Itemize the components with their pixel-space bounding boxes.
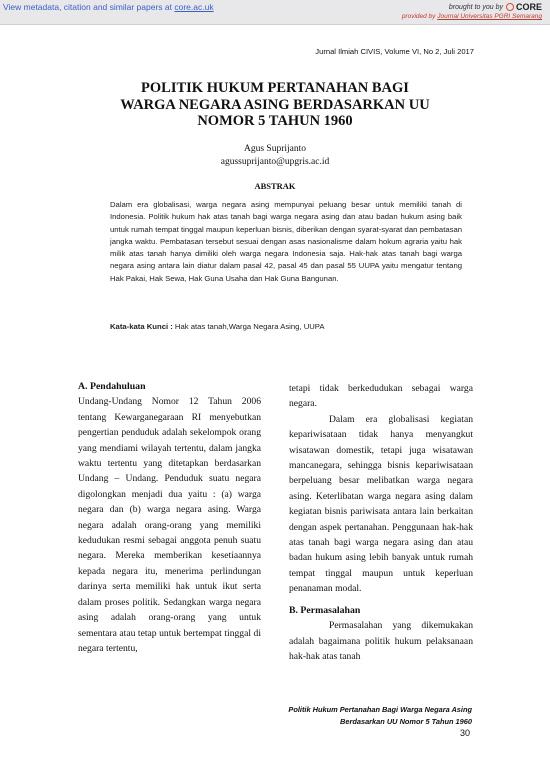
section-a-heading: A. Pendahuluan [78,381,146,392]
keywords-label: Kata-kata Kunci : [110,322,173,331]
core-logo-icon [506,3,514,11]
core-logo[interactable]: CORE [506,2,542,12]
section-a-paragraph-1: Undang-Undang Nomor 12 Tahun 2006 tentang Kewarganegaraan RI menyebutkan pengertian penduduk adalah sekelompok orang yang mendiami wilayah tertentu, dalam jangka waktu tertentu yang ditetapkan berdasarkan Undang – Undang. Penduduk suatu negara digolongkan menjadi dua yaitu : (a) warga negara dan (b) warga negara asing. Warga negara adalah orang-orang yang memiliki kedudukan resmi sebagai anggota penuh suatu negara. Mereka memberikan kesetiaannya kepada negara itu, menerima perlindungan darinya serta memiliki hak untuk ikut serta dalam proses politik. Sedangkan warga negara asing adalah orang-orang yang untuk sementara atau tetap untuk bertempat tinggal di negara tertentu, [78,396,261,654]
abstract-body: Dalam era globalisasi, warga negara asing mempunyai peluang besar untuk memiliki tanah di Indonesia. Politik hukum hak atas tanah bagi warga negara asing dan atau badan hukum asing baik untuk rumah tempat tinggal maupun keperluan bisnis, diberikan dengan syarat-syarat dan pembatasan jangka waktu. Pembatasan tersebut sesuai dengan asas nasionalisme dalam hokum agraria yaitu hak milik atas tanah hanya dimiliki oleh warga negara Indonesia saja. Hak-hak atas tanah bagi warga negara asing antara lain diatur dalam pasal 42, pasal 45 dan pasal 55 UUPA yaitu mengatur tentang Hak Pakai, Hak Sewa, Hak Guna Usaha dan Hak Guna Bangunan. [110,200,462,283]
abstract-heading: ABSTRAK [254,181,296,191]
page-number: 30 [459,728,470,738]
author-block [0,143,550,168]
journal-link[interactable]: Journal Universitas PGRI Semarang [437,13,542,20]
author-email: agussuprijanto@upgris.ac.id [220,156,330,167]
provided-by: provided by Journal Universitas PGRI Semarang [401,13,542,20]
keywords [110,322,462,331]
section-b-heading: B. Permasalahan [289,604,361,616]
core-metadata-note: View metadata, citation and similar papers at core.ac.uk [3,2,214,12]
author-name: Agus Suprijanto [243,144,306,154]
left-column [78,379,261,656]
core-banner [0,0,550,25]
journal-header: Jurnal Ilmiah CIVIS, Volume VI, No 2, Juli 2017 [315,47,474,56]
section-a-paragraph-2: Dalam era globalisasi kegiatan kepariwisataan tidak hanya menyangkut wisatawan domestik, tetapi juga wisatawan mancanegara, sehingga bisnis kepariwisataan berpeluang besar melibatkan warga negara asing. Keterlibatan warga negara asing dalam kegiatan bisnis pariwisata antara lain berkaitan dengan aspek pertanahan. Penggunaan hak-hak atas tanah bagi warga negara asing dan atau badan hukum asing lebih banyak untuk rumah tempat tinggal maupun untuk keperluan penanaman modal. [289,413,473,595]
brought-by: brought to you by CORE [448,2,542,12]
right-column [289,381,473,664]
section-a-paragraph-1-cont: tetapi tidak berkedudukan sebagai warga negara. [289,383,473,410]
running-footer: Politik Hukum Pertanahan Bagi Warga Negara Asing Berdasarkan UU Nomor 5 Tahun 1960 [288,705,472,726]
core-link[interactable]: core.ac.uk [174,2,214,12]
paper-title: POLITIK HUKUM PERTANAHAN BAGI WARGA NEGARA ASING BERDASARKAN UU NOMOR 5 TAHUN 1960 [120,80,430,129]
section-b-paragraph-1: Permasalahan yang dikemukakan adalah bagaimana politik hukum pelaksanaan hak-hak atas tanah [289,620,473,662]
keywords-values: Hak atas tanah,Warga Negara Asing, UUPA [172,322,325,331]
